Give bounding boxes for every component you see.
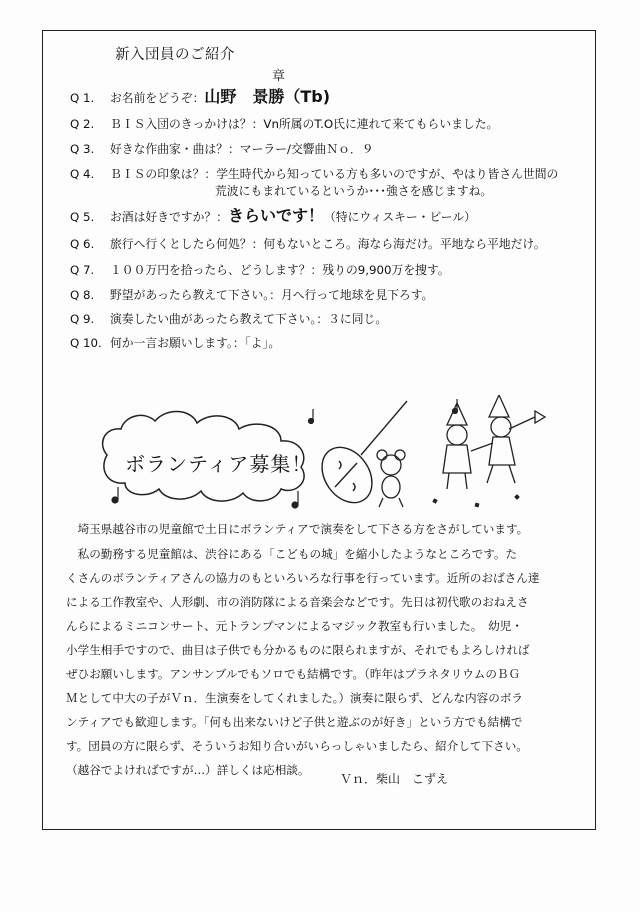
paragraph-line: Ｍとして中大の子がＶｎ．生演奏をしてくれました。）演奏に限らず、どんな内容のボラ [66, 691, 524, 705]
question-number: Q 10. [70, 336, 102, 350]
mouse-character-icon [377, 450, 405, 507]
paragraph-line: す。団員の方に限らず、そういうお知り合いがいらっしゃいましたら、紹介して下さい。 [66, 739, 528, 753]
paragraph-line: 私の勤務する児童館は、渋谷にある「こどもの城」を縮小したようなところです。た [66, 547, 518, 561]
qa-item-7 [70, 262, 450, 278]
confetti-icon [432, 494, 520, 507]
question-text: １００万円を拾ったら、どうします？： [110, 263, 323, 277]
qa-item-4 [70, 166, 558, 182]
qa-item-10 [70, 335, 280, 351]
question-text: 演奏したい曲があったら教えて下さい。： [110, 312, 329, 326]
section-title-new-members: 新入団員のご紹介 [115, 47, 235, 63]
question-text: 野望があったら教えて下さい。： [110, 288, 281, 302]
qa-item-2 [70, 116, 498, 132]
name-furigana: 章 [272, 69, 286, 84]
answer-text: 学生時代から知っている方も多いのですが、やはり皆さん世間の [216, 167, 559, 181]
qa-item-8 [70, 287, 433, 303]
question-number: Q 6. [70, 237, 95, 251]
question-text: お酒は好きですか？： [110, 210, 228, 224]
answer-text: ３に同じ。 [328, 312, 388, 326]
answer-text: きらいです！ [227, 206, 324, 225]
answer-text: 月へ行って地球を見下ろす。 [280, 288, 434, 302]
qa-item-5 [70, 208, 476, 225]
qa-item-6 [70, 236, 546, 252]
question-text: お名前をどうぞ： [110, 91, 205, 105]
question-number: Q 4. [70, 167, 95, 181]
question-text: 旅行へ行くとしたら何処？： [110, 237, 264, 251]
question-text: 何か一言お願いします。： [110, 336, 245, 350]
trumpet-child-icon [487, 395, 545, 483]
paragraph-line: ぜひお願いします。アンサンブルでもソロでも結構です。（昨年はプラネタリウムのＢＧ [66, 667, 521, 681]
answer-text: Vn所属のT.O氏に連れて来てもらいました。 [263, 117, 499, 131]
question-text: ＢＩＳ入団のきっかけは？： [110, 117, 264, 131]
answer-text: 「よ」。 [244, 336, 281, 350]
answer-continuation: 荒波にもまれているというか･･･強さを感じますね。 [215, 184, 493, 198]
signature: Ｖｎ．柴山 こずえ [340, 772, 449, 786]
volunteer-title: ボランティア募集！ [125, 452, 313, 476]
paragraph-line: くさんのボランティアさんの協力のもといろいろな行事を行っています。近所のおばさん達 [66, 571, 540, 585]
paragraph-line: 埼玉県越谷市の児童館で土日にボランティアで演奏をして下さる方をさがしています。 [66, 522, 529, 536]
double-bass-icon [312, 401, 407, 512]
question-number: Q 2. [70, 117, 95, 131]
question-text: ＢＩＳの印象は？： [110, 167, 217, 181]
paragraph-line: による工作教室や、人形劇、市の消防隊による音楽会などです。先日は初代歌のおねえさ [66, 595, 529, 609]
paragraph-line: （越谷でよければですが…）詳しくは応相談。 [66, 763, 310, 777]
qa-item-3 [70, 141, 374, 157]
question-number: Q 8. [70, 288, 95, 302]
question-number: Q 5. [70, 210, 95, 224]
question-text: 好きな作曲家・曲は？： [110, 142, 240, 156]
question-number: Q 3. [70, 142, 95, 156]
paragraph-line: 小学生相手ですので、曲目は子供でも分かるものに限られますが、それでもよろしければ [66, 643, 530, 657]
question-number: Q 9. [70, 312, 95, 326]
answer-text: 残りの9,900万を捜す。 [322, 263, 450, 277]
answer-text: マーラー/交響曲Ｎｏ．９ [239, 142, 374, 156]
qa-item-1 [70, 89, 330, 106]
paragraph-line: ンティアでも歓迎します。「何も出来ないけど子供と遊ぶのが好き」という方でも結構で [66, 715, 523, 729]
paragraph-line: んらによるミニコンサート、元トランプマンによるマジック教室も行いました。 幼児・ [66, 619, 523, 633]
answer-text: 何もないところ。海なら海だけ。平地なら平地だけ。 [263, 237, 546, 251]
qa-item-9 [70, 311, 387, 327]
question-number: Q 1. [70, 91, 95, 105]
violin-child-icon [443, 403, 493, 489]
answer-note: （特にウィスキー・ビール） [324, 210, 476, 224]
question-number: Q 7. [70, 263, 95, 277]
answer-text: 山野 景勝（Tb) [204, 87, 331, 106]
